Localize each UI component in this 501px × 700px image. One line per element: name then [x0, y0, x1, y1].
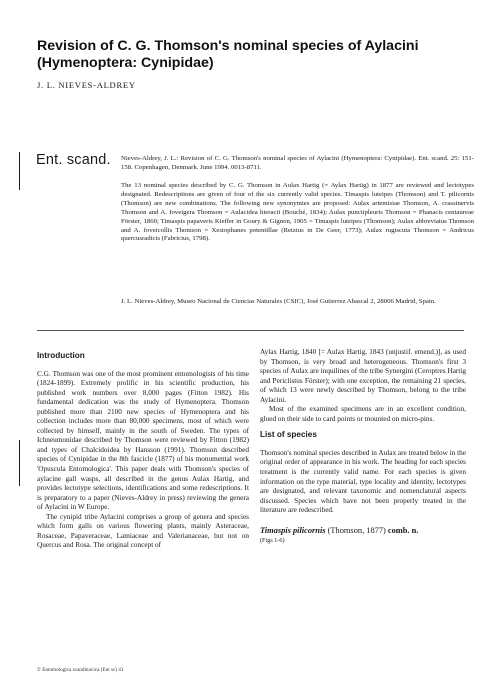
margin-bar: [19, 152, 20, 190]
journal-name: Ent. scand.: [36, 152, 111, 168]
introduction-heading: Introduction: [37, 351, 85, 360]
introduction-paragraph: Most of the examined specimens are in an excellent condition, glued on their side to card points or mounted on micro-pins.: [260, 405, 466, 423]
species-list-heading: List of species: [260, 430, 317, 440]
citation: Nieves-Aldrey, J. L.: Revision of C. G. Thomson's nominal species of Aylacini (Hymenoptera: Cynipidae). Ent. scand. 25: 151-158. Copenhagen, Denmark. June 1994. 0013-8711.: [121, 155, 474, 171]
right-column: [260, 348, 466, 546]
new-combination-label: comb. n.: [387, 525, 419, 535]
species-name: Timaspis pilicornis: [260, 525, 326, 535]
species-author: (Thomson, 1877): [327, 525, 386, 535]
figure-reference: (Figs 1-6): [260, 537, 285, 545]
author-line: J. L. NIEVES-ALDREY: [37, 80, 136, 90]
section-divider: [37, 330, 464, 331]
left-column: [37, 351, 249, 551]
author-address: J. L. Nieves-Aldrey, Museo Nacional de Ciencias Naturales (CSIC), José Gutierrez Abascal 2, 28006 Madrid, Spain.: [121, 298, 436, 305]
title-line-1: Revision of C. G. Thomson's nominal species of Aylacini: [37, 38, 419, 54]
copyright-notice: © Entomologica scandinavica (Ent sc) 41: [37, 667, 124, 673]
abstract-text: The 13 nominal species described by C. G. Thomson in Aulax Hartig (= Aylax Hartig) in 1877 are reviewed and lectotypes designated. Redescriptions are given of four of the six currently valid species. Timaspis luteipes (Thomson) and T. pilicornis (Thomson) are new combinations. The following new synonymies are proposed: Aulax artemisiae Thomson, A. crassinervis Thomson and A. foveigera Thomson = Aulacidea hieracii (Bouché, 1834); Aulax punctipleuris Thomson = Phanacis centaureae Förster, 1860; Timaspis papaveris Kieffer in Goury & Gignon, 1905 = Timaspis luteipes (Thomson); Aulax abbreviatus Thomson and A. foveicollis Thomson = Xestophanes potentillae (Retzius in De Geer, 1773); Aulax rugiscuta Thomson = Andricus quercusradicis (Fabricius, 1798).: [121, 182, 474, 243]
margin-bar: [19, 440, 20, 486]
introduction-paragraph: The cynipid tribe Aylacini comprises a group of genera and species which form galls on various flowering plants, mainly Asteraceae, Rosaceae, Papaveraceae, Lamiaceae and Valerianaceae, but not on Quercus and Rosa. The original concept of: [37, 512, 249, 550]
title-line-2: (Hymenoptera: Cynipidae): [37, 55, 214, 71]
introduction-paragraph: C.G. Thomson was one of the most prominent entomologists of his time (1824-1899). Extremely prolific in his scientific production, his published work numbers over 8,000 pages (Fitton 1982). His fundamental dedication was the study of Hymenoptera. Thomson published more than 2100 new species of Hymenoptera and his collection includes more than 80,000 specimens, most of which were collected by himself, mainly in the south of Sweden. The types of Ichneumonidae described by Thomson were reviewed by Fitton (1982) and types of Chalcidoidea by Hansson (1991). Thomson described species of Cynipidae in the 8th fascicle (1877) of his monumental work 'Opuscula Entomologica'. This paper deals with Thomson's species of aylacine gall wasps, all described in the genus Aulax Hartig, and provides lectotype selections, identifications and some redescriptions. It is preparatory to a paper (Nieves-Aldrey in press) reviewing the genera of Aylacini in W Europe.: [37, 369, 249, 512]
species-list-paragraph: Thomson's nominal species described in Aulax are treated below in the original order of appearance in his work. The heading for each species treatment is the currently valid name. For each species is given information on the type material, type locality and identity, lectotypes are designated, and relevant taxonomic and nomenclatural aspects discussed. Species which have not been properly treated in the literature are redescribed.: [260, 448, 466, 515]
article-title: [37, 38, 467, 72]
species-entry: [260, 526, 466, 536]
introduction-paragraph: Aylax Hartig, 1840 [= Aulax Hartig, 1843 (unjustif. emend.)], as used by Thomson, is very broad and heterogeneous. Thomson's first 3 species of Aulax are inquilines of the tribe Synergini (Ceroptres Hartig and Periclistus Förster); with one exception, the remaining 21 species, of which 13 were newly described by Thomson, belong to the tribe Aylacini.: [260, 348, 466, 404]
